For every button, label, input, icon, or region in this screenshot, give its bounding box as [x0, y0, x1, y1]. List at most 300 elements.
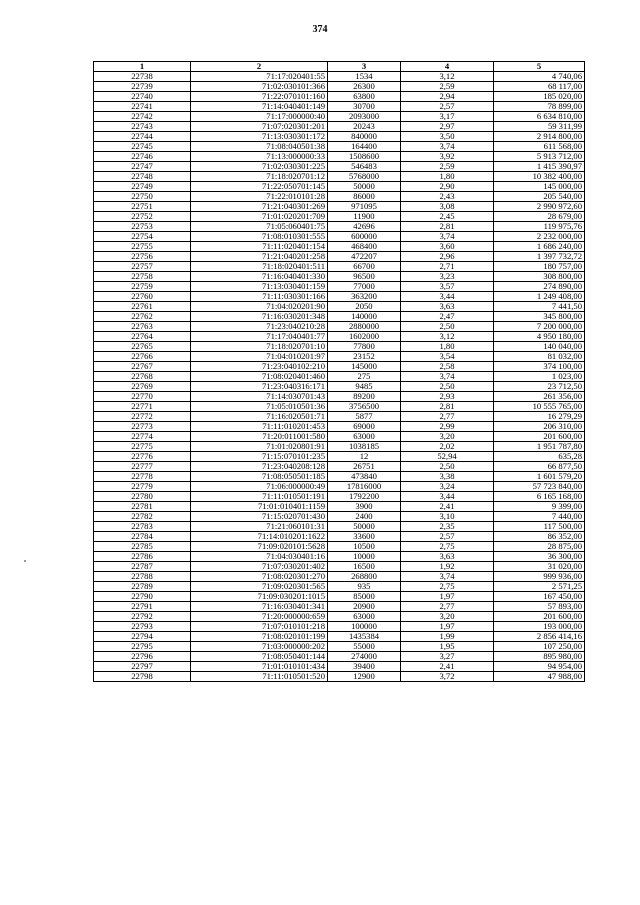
table-cell-col-1: 22789: [94, 582, 191, 592]
table-row: [94, 142, 585, 152]
table-cell-col-3: 86000: [328, 192, 401, 202]
table-cell-col-3: 600000: [328, 232, 401, 242]
table-cell-col-1: 22783: [94, 522, 191, 532]
table-cell-col-3: 2880000: [328, 322, 401, 332]
table-cell-col-2: 71:14:010201:1622: [191, 532, 328, 542]
table-cell-col-4: 2,59: [401, 82, 494, 92]
table-cell-col-4: 2,81: [401, 222, 494, 232]
table-cell-col-2: 71:17:020401:55: [191, 72, 328, 82]
table-cell-col-5: 16 279,29: [494, 412, 585, 422]
table-cell-col-4: 2,93: [401, 392, 494, 402]
table-cell-col-3: 363200: [328, 292, 401, 302]
table-cell-col-3: 55000: [328, 642, 401, 652]
table-cell-col-1: 22796: [94, 652, 191, 662]
table-cell-col-5: 117 500,00: [494, 522, 585, 532]
table-cell-col-4: 3,10: [401, 512, 494, 522]
table-row: [94, 532, 585, 542]
table-cell-col-3: 840000: [328, 132, 401, 142]
table-cell-col-4: 2,35: [401, 522, 494, 532]
table-cell-col-2: 71:15:020701:430: [191, 512, 328, 522]
table-cell-col-4: 1,95: [401, 642, 494, 652]
table-cell-col-1: 22745: [94, 142, 191, 152]
table-cell-col-3: 30700: [328, 102, 401, 112]
table-cell-col-2: 71:14:040401:149: [191, 102, 328, 112]
table-row: [94, 362, 585, 372]
table-cell-col-3: 10500: [328, 542, 401, 552]
table-cell-col-5: 308 800,00: [494, 272, 585, 282]
table-cell-col-1: 22791: [94, 602, 191, 612]
table-cell-col-2: 71:11:020401:154: [191, 242, 328, 252]
table-row: [94, 482, 585, 492]
table-cell-col-2: 71:11:030301:166: [191, 292, 328, 302]
table-cell-col-1: 22750: [94, 192, 191, 202]
table-cell-col-5: 57 893,00: [494, 602, 585, 612]
table-row: [94, 412, 585, 422]
table-cell-col-1: 22753: [94, 222, 191, 232]
table-cell-col-5: 66 877,50: [494, 462, 585, 472]
table-row: [94, 402, 585, 412]
table-cell-col-5: 107 250,00: [494, 642, 585, 652]
table-cell-col-3: 16500: [328, 562, 401, 572]
table-cell-col-3: 1792200: [328, 492, 401, 502]
table-cell-col-4: 3,23: [401, 272, 494, 282]
table-cell-col-3: 100000: [328, 622, 401, 632]
table-cell-col-5: 180 757,00: [494, 262, 585, 272]
table-row: [94, 572, 585, 582]
table-cell-col-5: 193 000,00: [494, 622, 585, 632]
table-cell-col-5: 374 100,00: [494, 362, 585, 372]
table-row: [94, 312, 585, 322]
table-cell-col-5: 31 020,00: [494, 562, 585, 572]
table-row: [94, 232, 585, 242]
table-cell-col-1: 22793: [94, 622, 191, 632]
table-cell-col-1: 22757: [94, 262, 191, 272]
table-cell-col-5: 201 600,00: [494, 612, 585, 622]
table-cell-col-3: 268800: [328, 572, 401, 582]
table-cell-col-4: 3,44: [401, 292, 494, 302]
table-cell-col-1: 22795: [94, 642, 191, 652]
table-cell-col-4: 1,97: [401, 622, 494, 632]
table-cell-col-1: 22794: [94, 632, 191, 642]
table-row: [94, 452, 585, 462]
table-cell-col-1: 22767: [94, 362, 191, 372]
table-cell-col-4: 1,99: [401, 632, 494, 642]
table-cell-col-5: 57 723 840,00: [494, 482, 585, 492]
table-cell-col-3: 145000: [328, 362, 401, 372]
table-row: [94, 282, 585, 292]
table-cell-col-3: 3756500: [328, 402, 401, 412]
table-row: [94, 122, 585, 132]
table-cell-col-2: 71:11:010501:191: [191, 492, 328, 502]
table-cell-col-4: 3,27: [401, 652, 494, 662]
table-row: [94, 472, 585, 482]
table-cell-col-5: 68 117,00: [494, 82, 585, 92]
table-cell-col-1: 22763: [94, 322, 191, 332]
table-cell-col-5: 94 954,00: [494, 662, 585, 672]
table-cell-col-5: 1 249 408,00: [494, 292, 585, 302]
table-row: [94, 582, 585, 592]
table-cell-col-2: 71:09:020101:5628: [191, 542, 328, 552]
table-cell-col-5: 2 856 414,16: [494, 632, 585, 642]
scan-speck: [24, 560, 26, 562]
table-cell-col-4: 1,92: [401, 562, 494, 572]
table-cell-col-3: 2093000: [328, 112, 401, 122]
table-row: [94, 202, 585, 212]
table-cell-col-1: 22770: [94, 392, 191, 402]
table-cell-col-3: 9485: [328, 382, 401, 392]
table-cell-col-5: 1 686 240,00: [494, 242, 585, 252]
table-cell-col-3: 546483: [328, 162, 401, 172]
table-cell-col-3: 2050: [328, 302, 401, 312]
table-cell-col-5: 201 600,00: [494, 432, 585, 442]
table-row: [94, 382, 585, 392]
table-cell-col-3: 17816000: [328, 482, 401, 492]
table-cell-col-1: 22775: [94, 442, 191, 452]
table-cell-col-3: 85000: [328, 592, 401, 602]
table-cell-col-4: 2,96: [401, 252, 494, 262]
table-cell-col-5: 895 980,00: [494, 652, 585, 662]
table-cell-col-1: 22774: [94, 432, 191, 442]
table-cell-col-2: 71:18:020401:511: [191, 262, 328, 272]
table-cell-col-4: 2,57: [401, 102, 494, 112]
table-cell-col-2: 71:01:020801:91: [191, 442, 328, 452]
table-cell-col-1: 22744: [94, 132, 191, 142]
table-cell-col-2: 71:01:010101:434: [191, 662, 328, 672]
data-table: [93, 61, 585, 682]
table-cell-col-3: 39400: [328, 662, 401, 672]
table-cell-col-3: 77000: [328, 282, 401, 292]
table-cell-col-4: 3,17: [401, 112, 494, 122]
table-row: [94, 212, 585, 222]
table-cell-col-4: 3,44: [401, 492, 494, 502]
table-cell-col-3: 11900: [328, 212, 401, 222]
table-cell-col-1: 22782: [94, 512, 191, 522]
table-cell-col-2: 71:17:000000:40: [191, 112, 328, 122]
table-row: [94, 662, 585, 672]
table-cell-col-2: 71:08:050401:144: [191, 652, 328, 662]
table-cell-col-2: 71:11:010501:520: [191, 672, 328, 682]
table-cell-col-4: 2,71: [401, 262, 494, 272]
table-row: [94, 442, 585, 452]
table-cell-col-1: 22785: [94, 542, 191, 552]
table-body: [94, 72, 585, 682]
table-cell-col-3: 140000: [328, 312, 401, 322]
table-cell-col-1: 22749: [94, 182, 191, 192]
table-cell-col-4: 3,74: [401, 142, 494, 152]
table-cell-col-4: 3,08: [401, 202, 494, 212]
table-cell-col-1: 22743: [94, 122, 191, 132]
table-cell-col-3: 23152: [328, 352, 401, 362]
table-row: [94, 352, 585, 362]
table-cell-col-1: 22739: [94, 82, 191, 92]
table-cell-col-4: 3,74: [401, 572, 494, 582]
table-cell-col-1: 22797: [94, 662, 191, 672]
table-row: [94, 602, 585, 612]
table-cell-col-4: 2,75: [401, 582, 494, 592]
table-cell-col-1: 22784: [94, 532, 191, 542]
table-cell-col-5: 119 975,76: [494, 222, 585, 232]
table-cell-col-2: 71:04:010201:97: [191, 352, 328, 362]
table-cell-col-3: 5877: [328, 412, 401, 422]
table-row: [94, 182, 585, 192]
table-cell-col-3: 10000: [328, 552, 401, 562]
table-cell-col-5: 205 540,00: [494, 192, 585, 202]
table-cell-col-2: 71:08:050501:185: [191, 472, 328, 482]
table-row: [94, 422, 585, 432]
table-cell-col-2: 71:22:010101:28: [191, 192, 328, 202]
table-cell-col-4: 1,80: [401, 172, 494, 182]
table-cell-col-2: 71:21:060101:31: [191, 522, 328, 532]
table-cell-col-1: 22755: [94, 242, 191, 252]
table-cell-col-5: 81 032,00: [494, 352, 585, 362]
table-row: [94, 72, 585, 82]
table-cell-col-4: 3,20: [401, 432, 494, 442]
table-cell-col-4: 3,54: [401, 352, 494, 362]
table-cell-col-2: 71:05:060401:75: [191, 222, 328, 232]
table-cell-col-5: 9 399,00: [494, 502, 585, 512]
table-cell-col-5: 7 440,00: [494, 512, 585, 522]
table-cell-col-5: 206 310,00: [494, 422, 585, 432]
table-cell-col-1: 22747: [94, 162, 191, 172]
table-cell-col-4: 2,77: [401, 602, 494, 612]
table-cell-col-4: 2,41: [401, 662, 494, 672]
table-cell-col-1: 22769: [94, 382, 191, 392]
table-row: [94, 192, 585, 202]
table-cell-col-1: 22766: [94, 352, 191, 362]
table-cell-col-2: 71:07:020301:201: [191, 122, 328, 132]
table-cell-col-1: 22759: [94, 282, 191, 292]
table-cell-col-2: 71:08:020401:460: [191, 372, 328, 382]
table-cell-col-1: 22751: [94, 202, 191, 212]
table-row: [94, 432, 585, 442]
table-cell-col-4: 52,94: [401, 452, 494, 462]
table-cell-col-4: 2,02: [401, 442, 494, 452]
table-cell-col-5: 999 936,00: [494, 572, 585, 582]
table-cell-col-5: 1 397 732,72: [494, 252, 585, 262]
table-cell-col-1: 22780: [94, 492, 191, 502]
table-cell-col-4: 3,24: [401, 482, 494, 492]
table-cell-col-5: 10 382 400,00: [494, 172, 585, 182]
table-cell-col-2: 71:07:010101:218: [191, 622, 328, 632]
table-cell-col-3: 468400: [328, 242, 401, 252]
table-cell-col-4: 3,72: [401, 672, 494, 682]
table-cell-col-1: 22792: [94, 612, 191, 622]
table-cell-col-3: 1602000: [328, 332, 401, 342]
table-cell-col-3: 50000: [328, 522, 401, 532]
table-cell-col-5: 23 712,50: [494, 382, 585, 392]
table-cell-col-2: 71:07:030201:402: [191, 562, 328, 572]
table-row: [94, 222, 585, 232]
table-cell-col-4: 3,63: [401, 302, 494, 312]
table-row: [94, 672, 585, 682]
table-cell-col-5: 345 800,00: [494, 312, 585, 322]
table-cell-col-5: 274 890,00: [494, 282, 585, 292]
table-cell-col-4: 3,12: [401, 72, 494, 82]
table-cell-col-4: 2,43: [401, 192, 494, 202]
table-cell-col-4: 2,57: [401, 532, 494, 542]
table-cell-col-1: 22764: [94, 332, 191, 342]
table-cell-col-1: 22779: [94, 482, 191, 492]
table-cell-col-1: 22752: [94, 212, 191, 222]
table-cell-col-1: 22771: [94, 402, 191, 412]
table-cell-col-3: 42696: [328, 222, 401, 232]
table-cell-col-5: 4 950 180,00: [494, 332, 585, 342]
header-row: [94, 62, 585, 72]
table-cell-col-2: 71:14:030701:43: [191, 392, 328, 402]
table-cell-col-2: 71:18:020701:12: [191, 172, 328, 182]
table-cell-col-1: 22798: [94, 672, 191, 682]
table-row: [94, 132, 585, 142]
table-cell-col-1: 22788: [94, 572, 191, 582]
table-cell-col-5: 2 232 000,00: [494, 232, 585, 242]
table-row: [94, 642, 585, 652]
table-cell-col-1: 22765: [94, 342, 191, 352]
table-cell-col-2: 71:16:020501:71: [191, 412, 328, 422]
page-number: 374: [312, 24, 328, 35]
table-cell-col-2: 71:17:040401:77: [191, 332, 328, 342]
table-cell-col-3: 20900: [328, 602, 401, 612]
table-cell-col-2: 71:13:030401:159: [191, 282, 328, 292]
table-cell-col-5: 6 165 168,00: [494, 492, 585, 502]
table-cell-col-1: 22754: [94, 232, 191, 242]
column-header-2: 2: [191, 62, 328, 72]
table-cell-col-5: 28 679,00: [494, 212, 585, 222]
table-cell-col-2: 71:18:020701:10: [191, 342, 328, 352]
table-row: [94, 82, 585, 92]
table-cell-col-3: 935: [328, 582, 401, 592]
table-cell-col-4: 3,12: [401, 332, 494, 342]
table-cell-col-1: 22760: [94, 292, 191, 302]
table-cell-col-3: 69000: [328, 422, 401, 432]
table-cell-col-4: 2,59: [401, 162, 494, 172]
table-row: [94, 542, 585, 552]
table-cell-col-3: 12: [328, 452, 401, 462]
table-cell-col-3: 1508600: [328, 152, 401, 162]
table-cell-col-5: 1 951 787,80: [494, 442, 585, 452]
table-cell-col-4: 3,50: [401, 132, 494, 142]
table-cell-col-3: 3900: [328, 502, 401, 512]
table-cell-col-2: 71:23:040316:171: [191, 382, 328, 392]
table-cell-col-4: 2,94: [401, 92, 494, 102]
table-cell-col-4: 3,60: [401, 242, 494, 252]
table-cell-col-5: 2 571,25: [494, 582, 585, 592]
column-header-3: 3: [328, 62, 401, 72]
table-cell-col-4: 2,58: [401, 362, 494, 372]
table-cell-col-3: 275: [328, 372, 401, 382]
table-cell-col-2: 71:04:020201:90: [191, 302, 328, 312]
table-cell-col-2: 71:03:000000:202: [191, 642, 328, 652]
table-cell-col-1: 22748: [94, 172, 191, 182]
table-cell-col-4: 2,41: [401, 502, 494, 512]
table-cell-col-3: 1534: [328, 72, 401, 82]
table-cell-col-1: 22741: [94, 102, 191, 112]
table-row: [94, 242, 585, 252]
table-cell-col-2: 71:08:010301:555: [191, 232, 328, 242]
table-cell-col-4: 2,97: [401, 122, 494, 132]
table-cell-col-4: 3,38: [401, 472, 494, 482]
table-cell-col-3: 66700: [328, 262, 401, 272]
table-row: [94, 322, 585, 332]
table-cell-col-3: 96500: [328, 272, 401, 282]
table-cell-col-4: 3,74: [401, 372, 494, 382]
table-cell-col-5: 5 913 712,00: [494, 152, 585, 162]
table-row: [94, 272, 585, 282]
table-cell-col-1: 22738: [94, 72, 191, 82]
table-row: [94, 562, 585, 572]
table-cell-col-4: 3,20: [401, 612, 494, 622]
table-cell-col-1: 22740: [94, 92, 191, 102]
table-row: [94, 592, 585, 602]
table-cell-col-3: 63000: [328, 612, 401, 622]
table-cell-col-5: 6 634 810,00: [494, 112, 585, 122]
table-cell-col-2: 71:13:030301:172: [191, 132, 328, 142]
table-cell-col-5: 78 899,00: [494, 102, 585, 112]
table-cell-col-3: 1435384: [328, 632, 401, 642]
table-row: [94, 502, 585, 512]
table-cell-col-5: 59 311,99: [494, 122, 585, 132]
table-cell-col-5: 28 875,00: [494, 542, 585, 552]
table-cell-col-5: 140 040,00: [494, 342, 585, 352]
table-cell-col-3: 164400: [328, 142, 401, 152]
table-cell-col-3: 26751: [328, 462, 401, 472]
table-cell-col-3: 20243: [328, 122, 401, 132]
table-cell-col-1: 22773: [94, 422, 191, 432]
table-cell-col-4: 2,90: [401, 182, 494, 192]
table-cell-col-1: 22762: [94, 312, 191, 322]
table-cell-col-1: 22778: [94, 472, 191, 482]
table-cell-col-3: 2400: [328, 512, 401, 522]
table-cell-col-4: 2,50: [401, 462, 494, 472]
table-cell-col-2: 71:16:040401:330: [191, 272, 328, 282]
table-cell-col-5: 635,28: [494, 452, 585, 462]
table-row: [94, 292, 585, 302]
table-cell-col-5: 2 990 972,60: [494, 202, 585, 212]
table-cell-col-1: 22776: [94, 452, 191, 462]
table-cell-col-1: 22777: [94, 462, 191, 472]
table-cell-col-3: 89200: [328, 392, 401, 402]
table-cell-col-5: 1 601 579,20: [494, 472, 585, 482]
table-cell-col-2: 71:09:020301:565: [191, 582, 328, 592]
table-cell-col-3: 472207: [328, 252, 401, 262]
column-header-1: 1: [94, 62, 191, 72]
table-cell-col-5: 47 988,00: [494, 672, 585, 682]
table-cell-col-2: 71:02:030301:225: [191, 162, 328, 172]
table-cell-col-5: 10 555 765,00: [494, 402, 585, 412]
table-cell-col-2: 71:20:000000:659: [191, 612, 328, 622]
table-cell-col-1: 22787: [94, 562, 191, 572]
table-cell-col-5: 167 450,00: [494, 592, 585, 602]
table-cell-col-2: 71:13:000000:33: [191, 152, 328, 162]
table-cell-col-3: 50000: [328, 182, 401, 192]
table-cell-col-2: 71:01:020201:709: [191, 212, 328, 222]
table-cell-col-4: 2,45: [401, 212, 494, 222]
table-row: [94, 492, 585, 502]
table-cell-col-4: 1,97: [401, 592, 494, 602]
table-row: [94, 552, 585, 562]
table-cell-col-2: 71:23:040210:28: [191, 322, 328, 332]
table-cell-col-2: 71:22:070101:160: [191, 92, 328, 102]
table-cell-col-5: 185 020,00: [494, 92, 585, 102]
table-cell-col-4: 3,74: [401, 232, 494, 242]
table-cell-col-2: 71:08:020301:270: [191, 572, 328, 582]
table-cell-col-2: 71:21:040201:258: [191, 252, 328, 262]
table-row: [94, 632, 585, 642]
table-cell-col-2: 71:01:010401:1159: [191, 502, 328, 512]
table-row: [94, 332, 585, 342]
table-cell-col-1: 22756: [94, 252, 191, 262]
table-cell-col-3: 5768000: [328, 172, 401, 182]
table-cell-col-2: 71:09:030201:1015: [191, 592, 328, 602]
